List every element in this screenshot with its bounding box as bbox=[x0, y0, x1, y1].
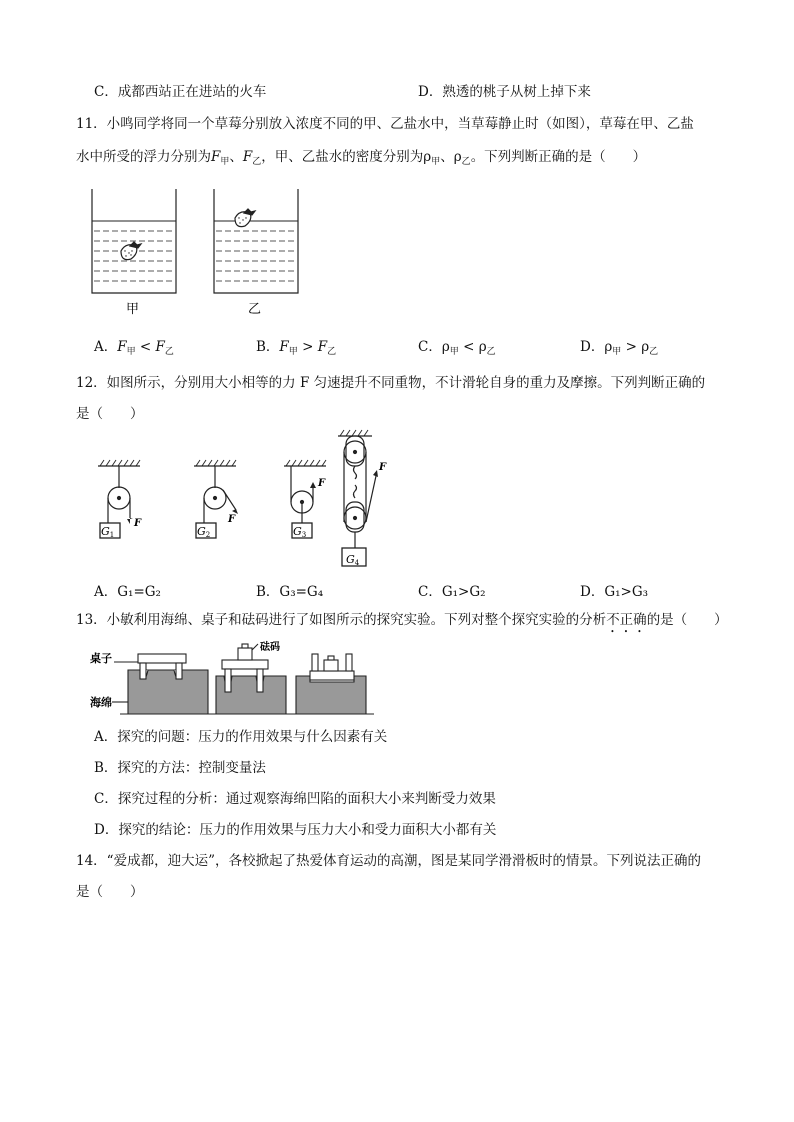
q13-option-c: C．探究过程的分析：通过观察海绵凹陷的面积大小来判断受力效果 bbox=[94, 791, 496, 807]
label-g4: G4 bbox=[346, 553, 360, 567]
q13-sponge-figure bbox=[92, 640, 382, 720]
q11-option-a: A．$F_甲 < F_乙$ bbox=[94, 339, 174, 357]
label-f3: F bbox=[318, 478, 326, 489]
q12-option-d: D．G₁>G₃ bbox=[580, 584, 649, 600]
strawberry-yi bbox=[235, 209, 255, 227]
label-jia: 甲 bbox=[126, 302, 140, 317]
q11-stem-line2: 水中所受的浮力分别为$F_甲$、$F_乙$，甲、乙盐水的密度分别为$\rho_甲$、$\rho_乙$。下列判断正确的是（ ） bbox=[76, 149, 647, 167]
label-g1: G1 bbox=[101, 525, 115, 539]
q11-option-d: D．$\rho_甲 > \rho_乙$ bbox=[580, 339, 659, 357]
q13-option-d: D．探究的结论：压力的作用效果与压力大小和受力面积大小都有关 bbox=[94, 822, 497, 838]
label-table: 桌子 bbox=[90, 652, 112, 665]
label-sponge: 海绵 bbox=[90, 696, 112, 709]
q11-option-b: B．$F_甲 > F_乙$ bbox=[256, 339, 337, 357]
label-g2: G2 bbox=[197, 525, 211, 539]
q13-option-b: B．探究的方法：控制变量法 bbox=[94, 760, 266, 776]
q14-stem-line1: 14．“爱成都，迎大运”，各校掀起了热爱体育运动的高潮，图是某同学滑滑板时的情景。下列说法正确的 bbox=[76, 853, 701, 869]
q11-beaker-figure bbox=[88, 185, 298, 325]
q12-option-c: C．G₁>G₂ bbox=[418, 584, 486, 600]
q10-option-d: D．熟透的桃子从树上掉下来 bbox=[418, 84, 591, 100]
sponge-3 bbox=[296, 654, 366, 714]
sponge-1 bbox=[128, 654, 208, 714]
q12-stem-line1: 12．如图所示，分别用大小相等的力 F 匀速提升不同重物，不计滑轮自身的重力及摩擦。下列判断正确的 bbox=[76, 375, 706, 391]
label-g3: G3 bbox=[293, 525, 307, 539]
q13-stem-line1: 13．小敏利用海绵、桌子和砝码进行了如图所示的探究实验。下列对整个探究实验的分析不正确的是（ ） bbox=[76, 612, 728, 628]
label-f1: F bbox=[134, 518, 142, 529]
pulley-3 bbox=[284, 460, 326, 538]
q12-option-b: B．G₃=G₄ bbox=[256, 584, 324, 600]
strawberry-jia bbox=[121, 242, 141, 260]
q13-option-a: A．探究的问题：压力的作用效果与什么因素有关 bbox=[94, 729, 388, 745]
q11-stem-line1: 11．小鸣同学将同一个草莓分别放入浓度不同的甲、乙盐水中，当草莓静止时（如图），草莓在甲、乙盐 bbox=[76, 116, 694, 132]
label-f4: F bbox=[379, 462, 387, 473]
beaker-jia bbox=[92, 189, 176, 293]
q14-stem-line2: 是（ ） bbox=[76, 884, 144, 900]
label-weight: 砝码 bbox=[260, 642, 280, 653]
q10-option-c: C．成都西站正在进站的火车 bbox=[94, 84, 267, 100]
q11-option-c: C．$\rho_甲 < \rho_乙$ bbox=[418, 339, 496, 357]
label-yi: 乙 bbox=[248, 302, 262, 317]
q12-pulley-figure bbox=[90, 430, 410, 580]
beaker-yi bbox=[214, 189, 298, 293]
q12-stem-line2: 是（ ） bbox=[76, 406, 144, 422]
pulley-4 bbox=[338, 430, 378, 566]
sponge-2 bbox=[216, 644, 286, 714]
q12-option-a: A．G₁=G₂ bbox=[94, 584, 161, 600]
label-f2: F bbox=[228, 514, 236, 525]
